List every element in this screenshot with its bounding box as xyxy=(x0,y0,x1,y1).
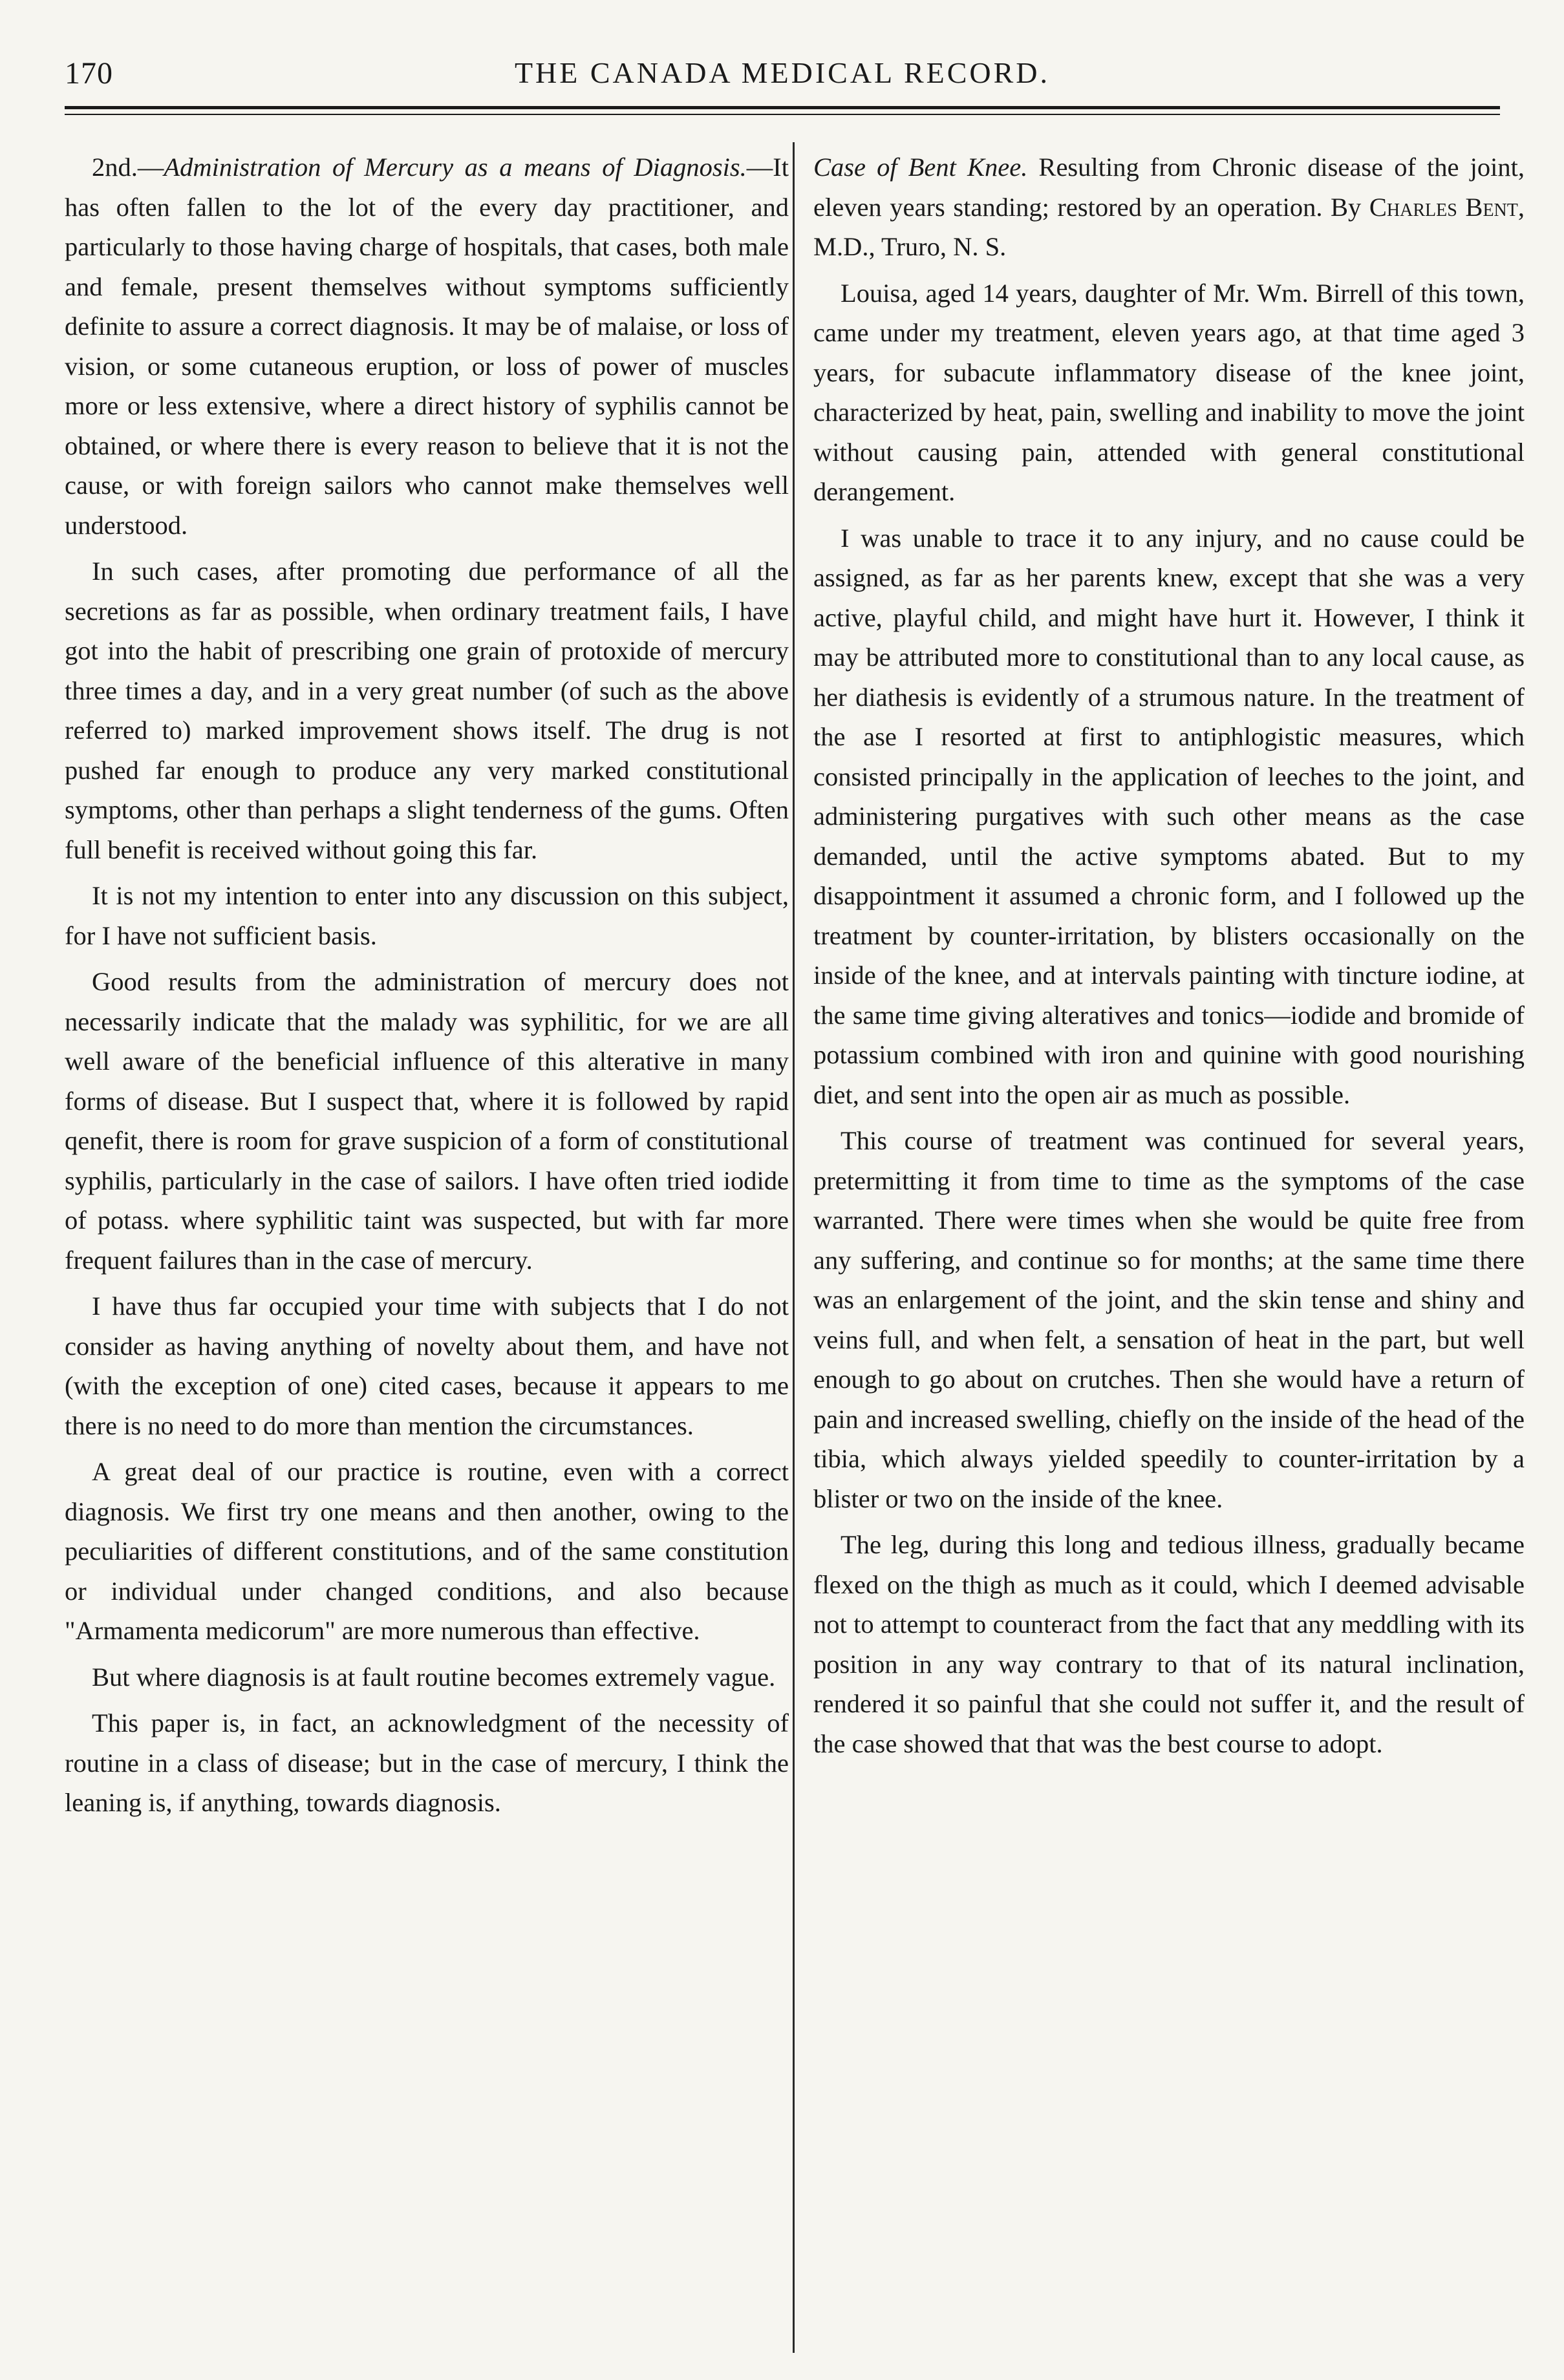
paragraph-text: —It has often fallen to the lot of the every day practitioner, and particularly to those having charge of hospitals, that cases, both male and female, present themselves without symptoms sufficiently definite to assure a correct diagnosis. It may be of malaise, or loss of vision, or some cutaneous eruption, or loss of power of muscles more or less extensive, where a direct history of syphilis cannot be obtained, or where there is every reason to believe that it is not the cause, or with foreign sailors who cannot make themselves well understood. xyxy=(65,153,789,540)
paragraph: This paper is, in fact, an acknowledgment of the necessity of routine in a class of disease; but in the case of mercury, I think the leaning is, if anything, towards diagnosis. xyxy=(65,1708,789,1817)
author-name: Charles Bent xyxy=(1369,192,1518,222)
case-title: Case of Bent Knee. xyxy=(813,153,1028,182)
page-number: 170 xyxy=(65,56,113,90)
case-heading xyxy=(813,147,1525,267)
page-header xyxy=(65,56,1500,105)
header-rule-thin xyxy=(65,114,1500,115)
running-title: THE CANADA MEDICAL RECORD. xyxy=(514,56,1051,89)
paragraph: I was unable to trace it to any injury, and no cause could be assigned, as far as her parents knew, except that she was a very active, playful child, and might have hurt it. However, I think it may be attributed more to constitutional than to any local cause, as her diathesis is evidently of a strumous nature. In the treatment of the ase I resorted at first to antiphlogistic measures, which consisted principally in the application of leeches to the joint, and administering purgatives with such other means as the case demanded, until the active symptoms abated. But to my disappointment it assumed a chronic form, and I followed up the treatment by counter-irritation, by blisters occasionally on the inside of the knee, and at intervals painting with tincture iodine, at the same time giving alteratives and tonics—iodide and bromide of potassium combined with iron and quinine with good nourishing diet, and sent into the open air as much as possible. xyxy=(813,523,1525,1109)
paragraph: But where diagnosis is at fault routine becomes extremely vague. xyxy=(92,1662,776,1692)
case-subtitle: Resulting from Chronic disease of the joint, eleven years standing; restored by an operation. By xyxy=(813,153,1525,222)
paragraph: Good results from the administration of mercury does not necessarily indicate that the malady was syphilitic, for we are all well aware of the beneficial influence of this alterative in many forms of disease. But I suspect that, where it is followed by rapid qenefit, there is room for grave suspicion of a form of constitutional syphilis, particularly in the case of sailors. I have often tried iodide of potass. where syphilitic taint was suspected, but with far more frequent failures than in the case of mercury. xyxy=(65,967,789,1275)
paragraph: It is not my intention to enter into any discussion on this subject, for I have not sufficient basis. xyxy=(65,881,789,950)
paragraph: Louisa, aged 14 years, daughter of Mr. Wm. Birrell of this town, came under my treatment, eleven years ago, at that time aged 3 years, for subacute inflammatory disease of the knee joint, characterized by heat, pain, swelling and inability to move the joint without causing pain, attended with general constitutional derangement. xyxy=(813,278,1525,506)
section-heading: Administration of Mercury as a means of Diagnosis. xyxy=(164,153,747,182)
author-affiliation: , M.D., Truro, N. S. xyxy=(813,192,1525,261)
paragraph: I have thus far occupied your time with subjects that I do not consider as having anything of novelty about them, and have not (with the exception of one) cited cases, because it appears to me there is no need to do more than mention the circumstances. xyxy=(65,1291,789,1440)
paragraph: In such cases, after promoting due performance of all the secretions as far as possible, when ordinary treatment fails, I have got into the habit of prescribing one grain of protoxide of mercury three times a day, and in a very great number (of such as the above referred to) marked improvement shows itself. The drug is not pushed far enough to produce any very marked constitutional symptoms, other than perhaps a slight tenderness of the gums. Often full benefit is received without going this far. xyxy=(65,557,789,864)
paragraph xyxy=(65,147,789,545)
column-divider xyxy=(793,142,795,2353)
left-column xyxy=(65,147,789,1829)
paragraph: The leg, during this long and tedious illness, gradually became flexed on the thigh as much as it could, which I deemed advisable not to attempt to counteract from the fact that any meddling with its position in any way contrary to that of its natural inclination, rendered it so painful that she could not suffer it, and the result of the case showed that that was the best course to adopt. xyxy=(813,1530,1525,1758)
section-number: 2nd.— xyxy=(92,153,164,182)
paragraph: This course of treatment was continued for several years, pretermitting it from time to time as the symptoms of the case warranted. There were times when she would be quite free from any suffering, and continue so for months; at the same time there was an enlargement of the joint, and the skin tense and shiny and veins full, and when felt, a sensation of heat in the part, but well enough to go about on crutches. Then she would have a return of pain and increased swelling, chiefly on the inside of the head of the tibia, which always yielded speedily to counter-irritation by a blister or two on the inside of the knee. xyxy=(813,1126,1525,1513)
paragraph: A great deal of our practice is routine, even with a correct diagnosis. We first try one means and then another, owing to the peculiarities of different constitutions, and of the same constitution or individual under changed conditions, and also because "Armamenta medicorum" are more numerous than effective. xyxy=(65,1457,789,1645)
right-column xyxy=(813,147,1525,1770)
header-rule-thick xyxy=(65,106,1500,109)
